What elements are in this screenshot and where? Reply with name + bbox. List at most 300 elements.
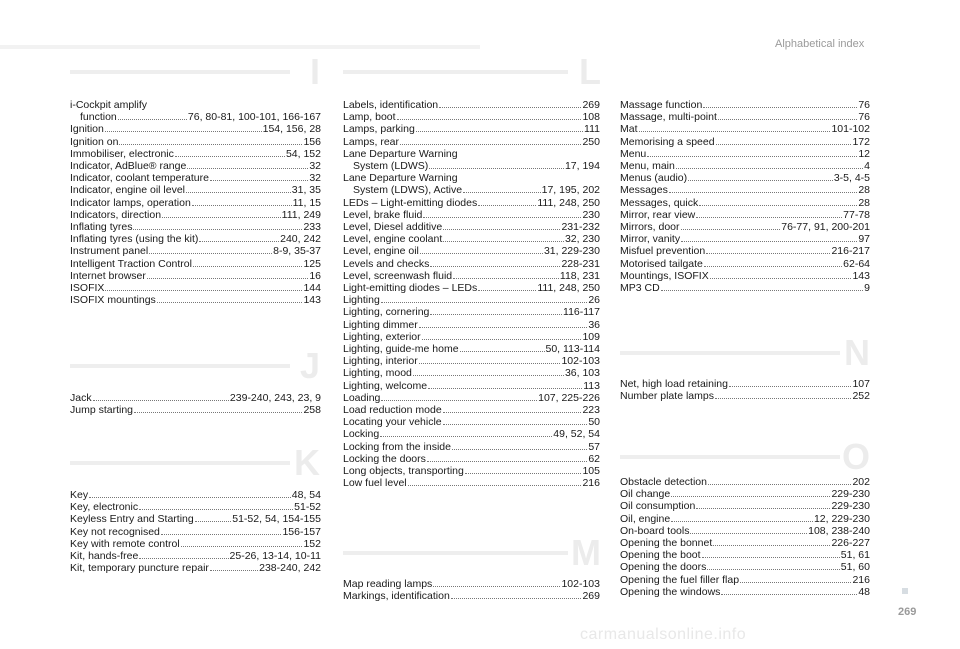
dot-leader — [452, 449, 587, 450]
index-term: LEDs – Light-emitting diodes — [343, 196, 478, 209]
index-entry — [620, 123, 870, 135]
dot-leader — [713, 545, 830, 546]
index-term: Lighting, mood — [343, 367, 412, 380]
index-pages: 54, 152 — [285, 147, 321, 160]
dot-leader — [688, 180, 833, 181]
index-pages: 31, 35 — [291, 184, 321, 197]
dot-leader — [420, 253, 543, 254]
index-pages: 240, 242 — [280, 233, 321, 246]
index-pages: 76 — [858, 111, 870, 124]
index-term: Load reduction mode — [343, 404, 442, 417]
index-entry — [343, 404, 600, 416]
index-entry — [343, 209, 600, 221]
index-term: Lighting, welcome — [343, 379, 428, 392]
dot-leader — [430, 266, 560, 267]
index-term: Jack — [70, 392, 92, 404]
section-letter: O — [841, 436, 870, 477]
dot-leader — [690, 533, 807, 534]
index-term: Markings, identification — [343, 590, 450, 603]
index-term: Key with remote control — [70, 537, 180, 550]
dot-leader — [416, 131, 583, 132]
index-term: Oil consumption — [620, 500, 696, 513]
index-term: Map reading lamps — [343, 578, 433, 590]
index-entry — [620, 488, 870, 500]
index-entry — [70, 562, 321, 574]
dot-leader — [671, 521, 813, 522]
dot-leader — [413, 375, 564, 376]
index-entry — [70, 392, 321, 404]
dot-leader — [707, 569, 839, 570]
page-marker — [902, 588, 908, 594]
dot-leader — [89, 497, 291, 498]
index-pages: 48 — [858, 585, 870, 598]
index-term: Lane Departure Warning — [343, 172, 458, 185]
index-term: Light-emitting diodes – LEDs — [343, 282, 478, 295]
index-term: Massage function — [620, 99, 703, 111]
index-term: Immobiliser, electronic — [70, 147, 174, 160]
index-entry — [343, 331, 600, 343]
index-pages: 269 — [582, 590, 600, 603]
index-term: Lamp, boot — [343, 111, 396, 124]
dot-leader — [478, 290, 536, 291]
page-number: 269 — [898, 606, 917, 618]
dot-leader — [443, 229, 560, 230]
section-header-k — [70, 442, 320, 493]
index-pages: 143 — [303, 294, 321, 307]
index-entry — [620, 197, 870, 209]
index-entry — [343, 428, 600, 440]
section-letter: M — [571, 532, 601, 573]
index-term: Ignition on — [70, 135, 119, 148]
dot-leader — [710, 278, 852, 279]
index-term: Oil, engine — [620, 512, 671, 525]
index-term: Opening the doors — [620, 561, 707, 574]
index-term: Locating your vehicle — [343, 416, 442, 429]
index-pages: 48, 54 — [291, 489, 321, 501]
dot-leader — [149, 253, 272, 254]
index-term: On-board tools — [620, 524, 690, 537]
index-entry — [620, 549, 870, 561]
index-term: Indicator, AdBlue® range — [70, 160, 187, 173]
index-pages: 239-240, 243, 23, 9 — [229, 392, 321, 404]
index-entry — [620, 561, 870, 573]
dot-leader — [715, 398, 852, 399]
index-term: Opening the bonnet — [620, 537, 713, 550]
index-pages: 25-26, 13-14, 10-11 — [229, 550, 321, 563]
index-term: Lighting, cornering — [343, 306, 430, 319]
dot-leader — [419, 363, 561, 364]
index-entry — [70, 513, 321, 525]
index-entry — [343, 197, 600, 209]
index-entry — [70, 197, 321, 209]
index-pages: 28 — [858, 196, 870, 209]
top-decorative-bar — [0, 45, 480, 49]
index-term: Inflating tyres — [70, 221, 133, 234]
index-term: Level, engine coolant — [343, 233, 443, 246]
index-pages: 107, 225-226 — [538, 391, 600, 404]
index-entry — [343, 172, 600, 184]
index-entry — [620, 233, 870, 245]
index-entry — [70, 221, 321, 233]
index-pages: 49, 52, 54 — [553, 428, 600, 441]
index-entry — [343, 221, 600, 233]
index-term: Lamps, parking — [343, 123, 415, 136]
dot-leader — [422, 339, 582, 340]
index-pages: 109 — [582, 330, 600, 343]
index-term: Loading — [343, 391, 381, 404]
section-header-i — [70, 51, 320, 102]
dot-leader — [696, 217, 842, 218]
index-pages: 156-157 — [282, 525, 321, 538]
dot-leader — [439, 107, 581, 108]
index-entry — [343, 99, 600, 111]
index-pages: 216-217 — [831, 245, 870, 258]
index-entry — [70, 550, 321, 562]
section-header-n — [620, 332, 870, 383]
index-pages: 111, 249 — [281, 208, 321, 221]
dot-leader — [193, 266, 302, 267]
dot-leader — [443, 412, 582, 413]
index-pages: 226-227 — [831, 537, 870, 550]
index-entry — [343, 319, 600, 331]
index-entry — [620, 209, 870, 221]
index-term: Motorised tailgate — [620, 257, 703, 270]
index-pages: 172 — [852, 135, 870, 148]
index-pages: 152 — [303, 537, 321, 550]
section-rule — [343, 551, 568, 555]
dot-leader — [465, 473, 582, 474]
index-pages: 238-240, 242 — [259, 562, 321, 575]
index-term: Lighting dimmer — [343, 318, 418, 331]
index-pages: 97 — [858, 233, 870, 246]
dot-leader — [661, 290, 863, 291]
index-entry — [620, 111, 870, 123]
index-term: Intelligent Traction Control — [70, 257, 192, 270]
dot-leader — [460, 351, 545, 352]
section-header-l — [343, 51, 601, 102]
index-pages: 17, 194 — [564, 160, 600, 173]
index-entry — [343, 270, 600, 282]
index-pages: 57 — [588, 440, 600, 453]
index-term: Locking — [343, 428, 380, 441]
section-rule — [70, 364, 290, 368]
index-entry — [70, 282, 321, 294]
index-entry — [70, 258, 321, 270]
index-term: function — [80, 111, 117, 124]
index-entry — [343, 465, 600, 477]
index-pages: 229-230 — [831, 500, 870, 513]
dot-leader — [671, 496, 830, 497]
index-term: Obstacle detection — [620, 476, 707, 488]
index-entry — [343, 441, 600, 453]
dot-leader — [118, 119, 187, 120]
index-pages: 125 — [303, 257, 321, 270]
index-pages: 50 — [588, 416, 600, 429]
dot-leader — [681, 229, 781, 230]
dot-leader — [704, 266, 842, 267]
index-pages: 9 — [864, 282, 870, 295]
index-term: Oil change — [620, 488, 671, 501]
index-term: System (LDWS), Active — [353, 184, 463, 197]
index-entry — [343, 111, 600, 123]
index-entry — [343, 355, 600, 367]
dot-leader — [210, 570, 258, 571]
index-term: Low fuel level — [343, 477, 407, 490]
index-term: Lane Departure Warning — [343, 147, 458, 160]
index-pages: 76 — [858, 99, 870, 111]
index-pages: 50, 113-114 — [545, 343, 600, 356]
section-header-j — [70, 345, 320, 396]
index-term: Labels, identification — [343, 99, 439, 111]
index-term: Messages — [620, 184, 668, 197]
dot-leader — [703, 107, 857, 108]
index-entry — [70, 404, 321, 416]
index-pages: 62 — [588, 452, 600, 465]
dot-leader — [451, 598, 582, 599]
index-term: Kit, hands-free — [70, 550, 139, 563]
index-pages: 12, 229-230 — [813, 512, 870, 525]
index-entry — [620, 282, 870, 294]
index-entry — [70, 538, 321, 550]
dot-leader — [433, 586, 560, 587]
index-pages: 51-52 — [294, 501, 321, 514]
dot-leader — [195, 521, 232, 522]
dot-leader — [729, 386, 851, 387]
index-term: Mountings, ISOFIX — [620, 269, 709, 282]
dot-leader — [721, 594, 857, 595]
index-term: Locking the doors — [343, 452, 426, 465]
index-list-m-right — [620, 99, 870, 294]
index-pages: 233 — [303, 221, 321, 234]
dot-leader — [676, 168, 863, 169]
index-entry — [70, 526, 321, 538]
index-entry — [620, 99, 870, 111]
index-entry — [343, 578, 600, 590]
index-pages: 111, 248, 250 — [537, 282, 600, 295]
index-pages: 107 — [852, 378, 870, 390]
index-term: Level, Diesel additive — [343, 221, 443, 234]
index-pages: 101-102 — [831, 123, 870, 136]
index-pages: 51-52, 54, 154-155 — [232, 513, 321, 526]
index-entry — [343, 392, 600, 404]
index-entry — [343, 136, 600, 148]
section-header-m — [343, 532, 601, 583]
index-term: i-Cockpit amplify — [70, 99, 148, 111]
index-term: Number plate lamps — [620, 390, 714, 403]
index-pages: 113 — [583, 379, 600, 392]
index-entry — [343, 453, 600, 465]
index-pages: 77-78 — [843, 208, 870, 221]
index-pages: 17, 195, 202 — [541, 184, 600, 197]
section-rule — [343, 70, 568, 74]
index-entry — [620, 390, 870, 402]
dot-leader — [419, 327, 588, 328]
index-pages: 31, 229-230 — [543, 245, 600, 258]
dot-leader — [187, 168, 308, 169]
index-entry — [70, 184, 321, 196]
index-entry — [343, 184, 600, 196]
index-entry — [70, 270, 321, 282]
index-entry — [620, 537, 870, 549]
index-list-j — [70, 392, 321, 416]
section-rule — [620, 351, 840, 355]
index-term: Indicators, direction — [70, 208, 162, 221]
index-list-o — [620, 476, 870, 598]
dot-leader — [699, 205, 857, 206]
index-term: System (LDWS) — [353, 160, 429, 173]
index-pages: 111 — [584, 123, 600, 136]
index-entry — [620, 258, 870, 270]
dot-leader — [397, 119, 582, 120]
dot-leader — [639, 131, 831, 132]
index-term: Massage, multi-point — [620, 111, 717, 124]
dot-leader — [175, 156, 285, 157]
section-letter: L — [579, 51, 601, 92]
index-pages: 51, 60 — [840, 561, 870, 574]
index-pages: 11, 15 — [292, 196, 321, 209]
index-entry — [70, 294, 321, 306]
index-pages: 252 — [852, 390, 870, 403]
index-term: Menus (audio) — [620, 172, 688, 185]
index-pages: 154, 156, 28 — [262, 123, 321, 136]
index-entry — [620, 525, 870, 537]
index-entry — [343, 160, 600, 172]
section-letter: J — [299, 345, 320, 386]
index-pages: 12 — [858, 147, 870, 160]
index-pages: 16 — [309, 269, 321, 282]
index-entry — [343, 148, 600, 160]
index-pages: 28 — [858, 184, 870, 197]
index-entry — [70, 245, 321, 257]
dot-leader — [478, 205, 536, 206]
dot-leader — [186, 192, 291, 193]
index-pages: 51, 61 — [840, 549, 870, 562]
index-term: Levels and checks — [343, 257, 430, 270]
dot-leader — [381, 400, 537, 401]
index-term: Instrument panel — [70, 245, 149, 258]
index-entry — [343, 282, 600, 294]
index-pages: 62-64 — [843, 257, 870, 270]
index-entry — [343, 343, 600, 355]
index-term: Jump starting — [70, 404, 134, 417]
index-term: Key — [70, 489, 89, 501]
dot-leader — [139, 509, 293, 510]
index-pages: 230 — [582, 208, 600, 221]
index-term: Mirror, vanity — [620, 233, 681, 246]
index-pages: 108 — [582, 111, 600, 124]
dot-leader — [133, 229, 302, 230]
index-term: Locking from the inside — [343, 440, 451, 453]
index-pages: 32, 230 — [564, 233, 600, 246]
section-rule — [70, 70, 290, 74]
index-entry — [343, 477, 600, 489]
dot-leader — [429, 168, 564, 169]
index-term: Opening the windows — [620, 585, 721, 598]
index-entry — [343, 306, 600, 318]
dot-leader — [453, 278, 559, 279]
dot-leader — [105, 131, 262, 132]
index-entry — [620, 574, 870, 586]
dot-leader — [134, 412, 302, 413]
index-term: Indicator lamps, operation — [70, 196, 191, 209]
dot-leader — [430, 314, 562, 315]
index-term: Inflating tyres (using the kit) — [70, 233, 199, 246]
index-term: Lighting — [343, 294, 380, 307]
dot-leader — [199, 241, 279, 242]
index-pages: 32 — [309, 172, 321, 185]
index-entry — [343, 245, 600, 257]
index-pages: 216 — [852, 573, 870, 586]
dot-leader — [718, 119, 857, 120]
page-header-title: Alphabetical index — [775, 38, 865, 50]
dot-leader — [408, 485, 582, 486]
section-letter: K — [294, 442, 320, 483]
index-entry — [343, 123, 600, 135]
index-term: Lighting, interior — [343, 355, 418, 368]
index-term: Level, engine oil — [343, 245, 419, 258]
index-pages: 32 — [309, 160, 321, 173]
index-term: Mirror, rear view — [620, 208, 696, 221]
index-entry — [70, 160, 321, 172]
dot-leader — [119, 144, 302, 145]
index-pages: 111, 248, 250 — [537, 196, 600, 209]
dot-leader — [716, 144, 852, 145]
dot-leader — [702, 557, 840, 558]
index-entry — [620, 184, 870, 196]
index-term: Opening the boot — [620, 549, 701, 562]
dot-leader — [423, 217, 581, 218]
index-term: Indicator, engine oil level — [70, 184, 185, 197]
index-term: Kit, temporary puncture repair — [70, 562, 209, 575]
index-entry — [70, 233, 321, 245]
dot-leader — [210, 180, 308, 181]
index-entry — [620, 270, 870, 282]
index-entry — [620, 245, 870, 257]
index-pages: 250 — [582, 135, 600, 148]
index-list-l — [343, 99, 600, 490]
index-term: Menu — [620, 147, 647, 160]
index-entry — [620, 500, 870, 512]
index-term: Mat — [620, 123, 638, 136]
index-pages: 76-77, 91, 200-201 — [781, 221, 870, 234]
index-term: Level, screenwash fluid — [343, 269, 453, 282]
index-entry — [70, 501, 321, 513]
index-entry — [343, 258, 600, 270]
index-entry — [70, 489, 321, 501]
index-pages: 4 — [864, 160, 870, 173]
index-term: Menu, main — [620, 160, 675, 173]
index-pages: 118, 231 — [559, 269, 600, 282]
index-entry — [70, 136, 321, 148]
dot-leader — [139, 558, 228, 559]
dot-leader — [400, 144, 581, 145]
index-term: Long objects, transporting — [343, 465, 464, 478]
dot-leader — [105, 290, 302, 291]
index-pages: 202 — [852, 476, 870, 488]
index-pages: 102-103 — [561, 578, 600, 590]
index-entry — [70, 123, 321, 135]
index-pages: 26 — [588, 294, 600, 307]
index-pages: 229-230 — [831, 488, 870, 501]
index-term: Key, electronic — [70, 501, 139, 514]
index-entry — [343, 367, 600, 379]
index-entry — [620, 148, 870, 160]
dot-leader — [162, 217, 281, 218]
index-pages: 144 — [303, 282, 321, 295]
dot-leader — [157, 302, 303, 303]
index-list-m-left — [343, 578, 600, 602]
index-entry — [620, 378, 870, 390]
